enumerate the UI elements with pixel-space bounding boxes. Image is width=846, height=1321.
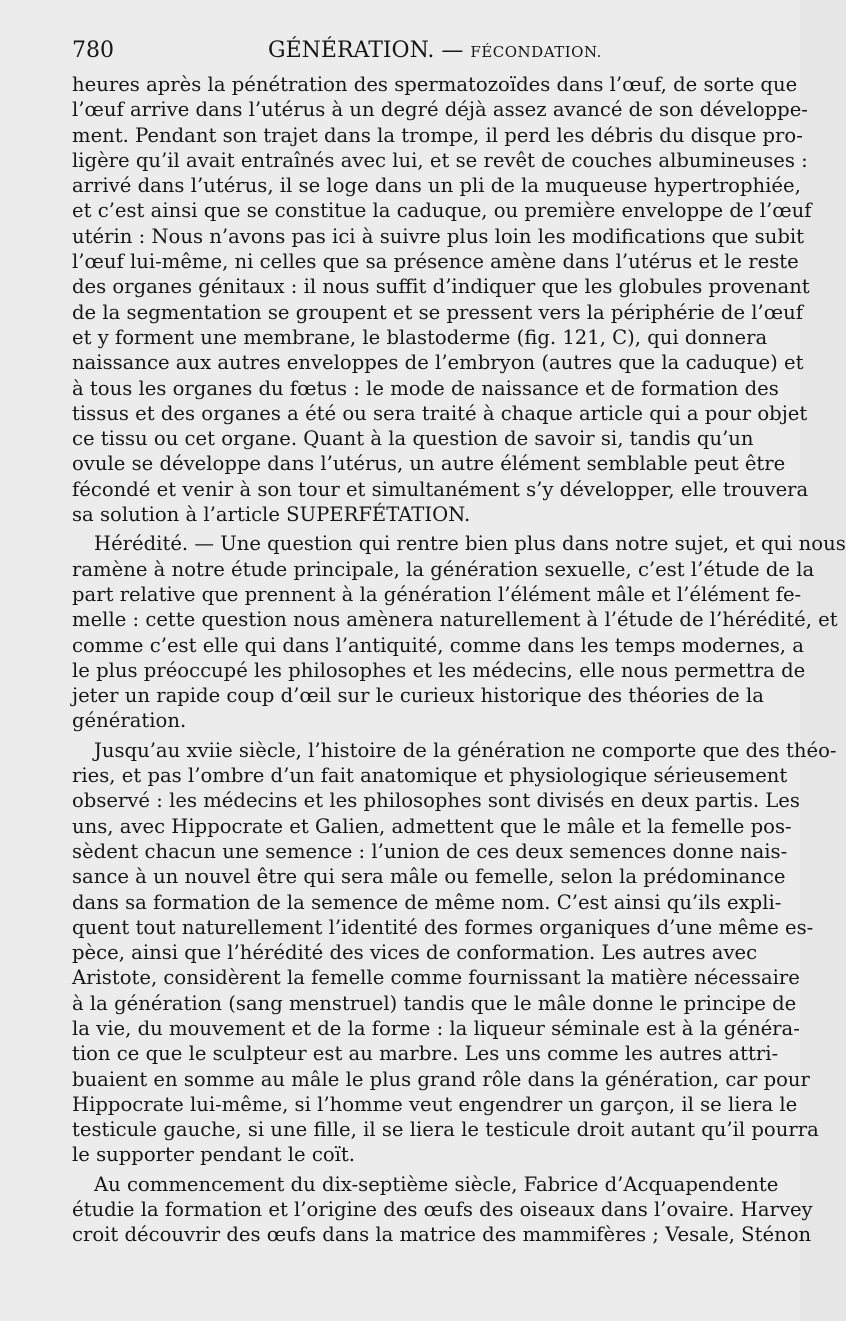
text-line: et c’est ainsi que se constitue la caduque, ou première enveloppe de l’œuf (72, 199, 812, 223)
text-line: le plus préoccupé les philosophes et les médecins, elle nous permettra de (72, 658, 806, 682)
text-line: ce tissu ou cet organe. Quant à la question de savoir si, tandis qu’un (72, 427, 754, 451)
chapter-title: GÉNÉRATION. — (268, 38, 471, 63)
paragraph-history (72, 738, 837, 1168)
text-line: heures après la pénétration des spermatozoïdes dans l’œuf, de sorte que (72, 73, 798, 96)
running-head (72, 36, 732, 66)
text-line: Au commencement du dix-septième siècle, Fabrice d’Acquapendente (94, 1172, 779, 1196)
text-line: sèdent chacun une semence : l’union de ces deux semences donne nais- (72, 839, 788, 863)
text-line: étudie la formation et l’origine des œufs des oiseaux dans l’ovaire. Harvey (72, 1198, 813, 1222)
text-line: à tous les organes du fœtus : le mode de naissance et de formation des (72, 376, 779, 400)
paragraph-heredite (72, 531, 846, 733)
text-line: quent tout naturellement l’identité des formes organiques d’une même es- (72, 915, 814, 939)
text-line: utérin : Nous n’avons pas ici à suivre plus loin les modifications que subit (72, 224, 805, 248)
text-line: melle : cette question nous amènera naturellement à l’étude de l’hérédité, et (72, 608, 838, 632)
text-line: dans sa formation de la semence de même nom. C’est ainsi qu’ils expli- (72, 890, 782, 914)
text-line: fécondé et venir à son tour et simultanément s’y développer, elle trouvera (72, 477, 809, 501)
text-line: l’œuf lui-même, ni celles que sa présence amène dans l’utérus et le reste (72, 250, 799, 274)
text-line: croit découvrir des œufs dans la matrice des mammifères ; Vesale, Sténon (72, 1223, 812, 1247)
page-number: 780 (72, 38, 114, 63)
section-title: FÉCONDATION. (470, 43, 602, 61)
text-line: et y forment une membrane, le blastoderme (fig. 121, C), qui donnera (72, 325, 768, 349)
text-line: testicule gauche, si une fille, il se liera le testicule droit autant qu’il pourra (72, 1118, 819, 1142)
text-line: ligère qu’il avait entraînés avec lui, et se revêt de couches albumineuses : (72, 148, 808, 172)
text-line: observé : les médecins et les philosophes sont divisés en deux partis. Les (72, 789, 800, 813)
text-line: le supporter pendant le coït. (72, 1143, 356, 1167)
text-line: uns, avec Hippocrate et Galien, admettent que le mâle et la femelle pos- (72, 814, 792, 838)
text-line: la vie, du mouvement et de la forme : la liqueur séminale est à la généra- (72, 1016, 800, 1040)
text-line: naissance aux autres enveloppes de l’embryon (autres que la caduque) et (72, 351, 804, 375)
paragraph-seventeenth-century (72, 1172, 813, 1248)
text-line: Hippocrate lui-même, si l’homme veut engendrer un garçon, il se liera le (72, 1092, 798, 1116)
body-text (72, 72, 846, 1248)
text-line: l’œuf arrive dans l’utérus à un degré déjà assez avancé de son développe- (72, 98, 808, 122)
text-line: sa solution à l’article SUPERFÉTATION. (72, 503, 471, 527)
text-line: pèce, ainsi que l’hérédité des vices de conformation. Les autres avec (72, 941, 758, 965)
text-line: génération. (72, 709, 187, 733)
text-line: des organes génitaux : il nous suffit d’indiquer que les globules provenant (72, 275, 810, 299)
text-line: arrivé dans l’utérus, il se loge dans un pli de la muqueuse hypertrophiée, (72, 174, 801, 198)
text-line: à la génération (sang menstruel) tandis que le mâle donne le principe de (72, 991, 797, 1015)
text-line: Hérédité. — Une question qui rentre bien plus dans notre sujet, et qui nous (94, 532, 846, 556)
text-line: comme c’est elle qui dans l’antiquité, comme dans les temps modernes, a (72, 633, 804, 657)
text-line: sance à un nouvel être qui sera mâle ou femelle, selon la prédominance (72, 865, 786, 889)
text-line: ment. Pendant son trajet dans la trompe, il perd les débris du disque pro- (72, 123, 803, 147)
running-title (268, 36, 602, 67)
text-line: tissus et des organes a été ou sera traité à chaque article qui a pour objet (72, 401, 808, 425)
text-line: jeter un rapide coup d’œil sur le curieux historique des théories de la (72, 684, 764, 708)
paragraph-development (72, 72, 812, 527)
text-line: ramène à notre étude principale, la génération sexuelle, c’est l’étude de la (72, 557, 815, 581)
text-line: Jusqu’au xviie siècle, l’histoire de la génération ne comporte que des théo- (94, 738, 837, 762)
text-line: de la segmentation se groupent et se pressent vers la périphérie de l’œuf (72, 300, 804, 324)
text-line: ries, et pas l’ombre d’un fait anatomique et physiologique sérieusement (72, 764, 788, 788)
text-line: part relative que prennent à la génération l’élément mâle et l’élément fe- (72, 582, 802, 606)
text-line: ovule se développe dans l’utérus, un autre élément semblable peut être (72, 452, 786, 476)
text-line: tion ce que le sculpteur est au marbre. Les uns comme les autres attri- (72, 1042, 779, 1066)
text-line: Aristote, considèrent la femelle comme fournissant la matière nécessaire (72, 966, 800, 990)
text-line: buaient en somme au mâle le plus grand rôle dans la génération, car pour (72, 1067, 810, 1091)
